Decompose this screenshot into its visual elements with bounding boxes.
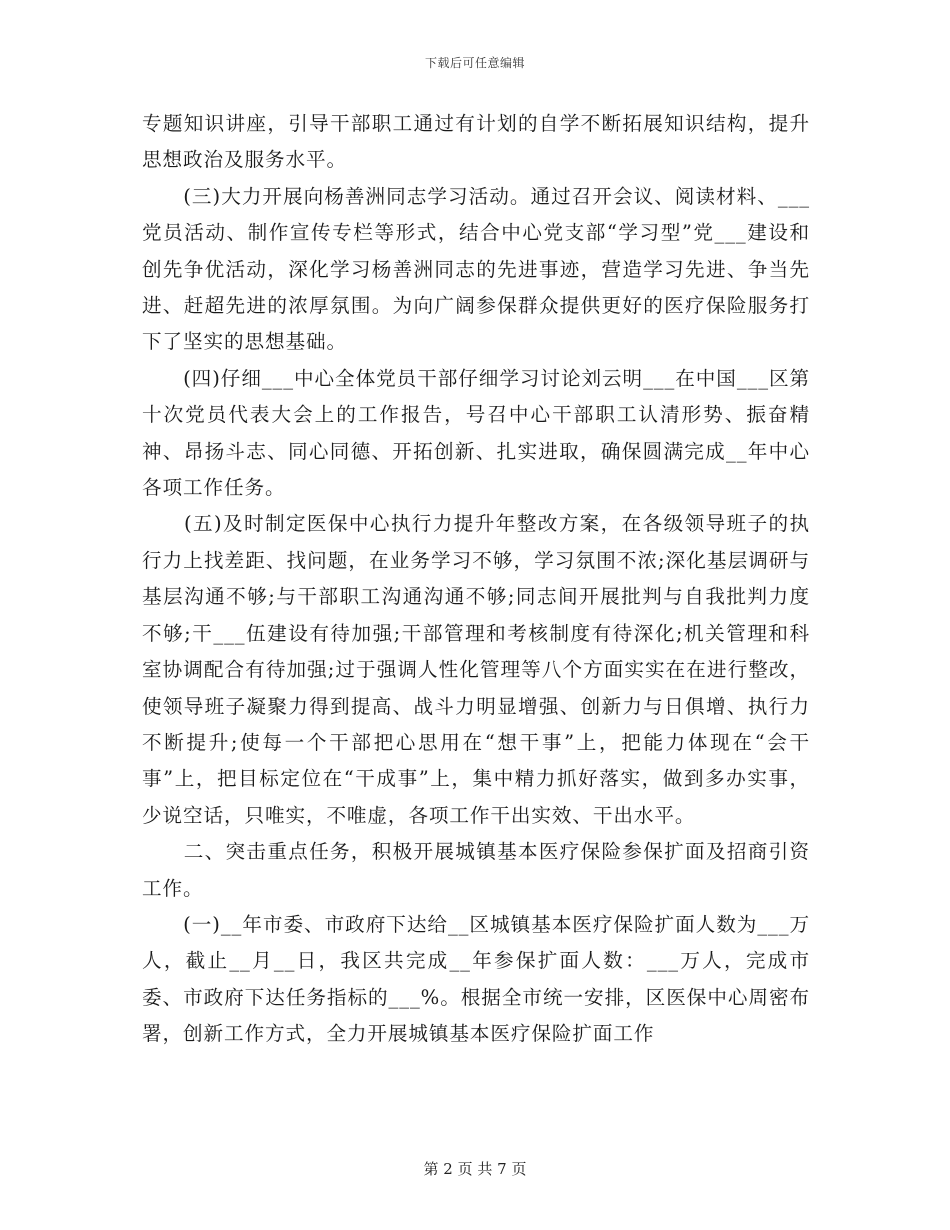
page-number: 第 2 页 共 7 页 xyxy=(423,1160,527,1178)
paragraph-5: 二、突击重点任务，积极开展城镇基本医疗保险参保扩面及招商引资工作。 xyxy=(142,840,810,900)
document-body xyxy=(142,106,810,1053)
page-header-note: 下载后可任意编辑 xyxy=(424,56,525,70)
paragraph-1: 专题知识讲座，引导干部职工通过有计划的自学不断拓展知识结构，提升思想政治及服务水平。 xyxy=(142,112,810,172)
paragraph-4: (五)及时制定医保中心执行力提升年整改方案，在各级领导班子的执行力上找差距、找问题，在业务学习不够，学习氛围不浓;深化基层调研与基层沟通不够;与干部职工沟通沟通不够;同志间开展批判与自我批判力度不够;干___伍建设有待加强;干部管理和考核制度有待深化;机关管理和科室协调配合有待加强;过于强调人性化管理等八个方面实实在在进行整改，使领导班子凝聚力得到提高、战斗力明显增强、创新力与日俱增、执行力不断提升;使每一个干部把心思用在“想干事”上，把能力体现在“会干事”上，把目标定位在“干成事”上，集中精力抓好落实，做到多办实事，少说空话，只唯实，不唯虚，各项工作干出实效、干出水平。 xyxy=(142,512,810,827)
paragraph-2: (三)大力开展向杨善洲同志学习活动。通过召开会议、阅读材料、___党员活动、制作宣传专栏等形式，结合中心党支部“学习型”党___建设和创先争优活动，深化学习杨善洲同志的先进事迹，营造学习先进、争当先进、赶超先进的浓厚氛围。为向广阔参保群众提供更好的医疗保险服务打下了坚实的思想基础。 xyxy=(142,184,810,354)
paragraph-6: (一)__年市委、市政府下达给__区城镇基本医疗保险扩面人数为___万人，截止__月__日，我区共完成__年参保扩面人数：___万人，完成市委、市政府下达任务指标的___%。根据全市统一安排，区医保中心周密布署，创新工作方式，全力开展城镇基本医疗保险扩面工作 xyxy=(142,912,810,1046)
paragraph-3: (四)仔细___中心全体党员干部仔细学习讨论刘云明___在中国___区第十次党员代表大会上的工作报告，号召中心干部职工认清形势、振奋精神、昂扬斗志、同心同德、开拓创新、扎实进取，确保圆满完成__年中心各项工作任务。 xyxy=(142,366,810,500)
